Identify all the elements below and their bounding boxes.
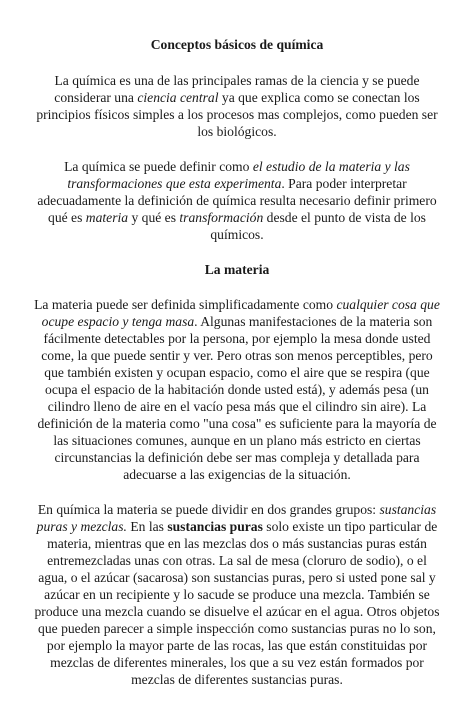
- text-run: mezclas de diferentes sustancias puras.: [131, 672, 343, 687]
- text-line: [20, 603, 454, 620]
- text-run: mezclas de diferentes minerales, los que a su vez están formados por: [50, 655, 424, 670]
- text-line: [20, 192, 454, 209]
- text-run: La química se puede definir como: [64, 159, 253, 174]
- document-title: Conceptos básicos de química: [150, 37, 324, 52]
- text-run: considerar una: [54, 90, 138, 105]
- text-run: que pueden parecer a simple inspección como sustancias puras no lo son,: [38, 621, 436, 636]
- text-run: azúcar en un recipiente y lo sacude se produce una mezcla. También se: [44, 587, 430, 602]
- text-run: principios físicos simples a los procesos mas complejos, como pueden ser: [36, 107, 438, 122]
- text-run: y qué es: [128, 210, 180, 225]
- text-run: los biológicos.: [197, 124, 277, 139]
- text-line: [20, 415, 454, 432]
- text-line: [20, 364, 454, 381]
- text-run: qué es: [48, 210, 86, 225]
- text-run: cualquier cosa que: [336, 297, 440, 312]
- text-line: [20, 637, 454, 654]
- text-run: desde el punto de vista de los: [263, 210, 426, 225]
- text-line: [20, 330, 454, 347]
- text-line: [20, 620, 454, 637]
- text-line: [20, 466, 454, 483]
- text-run: puras y mezclas.: [36, 519, 127, 534]
- text-run: ocupe espacio y tenga masa: [41, 314, 195, 329]
- text-run: . Para poder interpretar: [281, 176, 407, 191]
- text-run: químicos.: [210, 227, 264, 242]
- text-run: las situaciones comunes, aunque en un plano más estricto en ciertas: [53, 433, 421, 448]
- text-line: [20, 398, 454, 415]
- text-run: La materia puede ser definida simplificadamente como: [34, 297, 337, 312]
- text-line: [20, 449, 454, 466]
- paragraph-definition: [20, 158, 454, 243]
- text-run: transformaciones que esta experimenta: [67, 176, 282, 191]
- paragraph-intro: [20, 72, 454, 140]
- text-line: [20, 226, 454, 243]
- section-heading: La materia: [204, 262, 270, 277]
- text-run: definición de la materia como "una cosa" es suficiente para la mayoría de: [37, 416, 437, 431]
- text-run: La química es una de las principales ramas de la ciencia y se puede: [54, 73, 420, 88]
- text-run: produce una mezcla cuando se disuelve el azúcar en el agua. Otros objetos: [34, 604, 440, 619]
- text-run: solo existe un tipo particular de: [262, 519, 438, 534]
- text-run: ya que explica como se conectan los: [218, 90, 420, 105]
- text-run: . Algunas manifestaciones de la materia son: [194, 314, 433, 329]
- text-line: [20, 89, 454, 106]
- paragraph-materia: [20, 296, 454, 483]
- text-run: que también existen y ocupan espacio, como el aire que se respira (que: [44, 365, 430, 380]
- text-line: [20, 432, 454, 449]
- text-line: [20, 123, 454, 140]
- text-line: [20, 654, 454, 671]
- text-run: materia, mientras que en las mezclas dos o más sustancias puras están: [47, 536, 427, 551]
- text-line: [20, 501, 454, 518]
- text-line: [20, 518, 454, 535]
- text-run: fácilmente detectables por la persona, por ejemplo la mesa donde usted: [43, 331, 431, 346]
- text-line: [20, 106, 454, 123]
- text-line: [20, 586, 454, 603]
- text-line: [20, 158, 454, 175]
- text-run: En química la materia se puede dividir en dos grandes grupos:: [37, 502, 380, 517]
- text-line: [20, 381, 454, 398]
- text-line: [20, 552, 454, 569]
- text-run: circunstancias la definición debe ser mas compleja y detallada para: [54, 450, 420, 465]
- text-line: [20, 535, 454, 552]
- text-line: [20, 296, 454, 313]
- text-run: entremezcladas unas con otras. La sal de mesa (cloruro de sodio), o el: [47, 553, 427, 568]
- text-run: el estudio de la materia y las: [252, 159, 410, 174]
- text-run: ocupa el espacio de la habitación donde usted está), y además pesa (un: [45, 382, 429, 397]
- text-run: por ejemplo la mayor parte de las rocas, las que están constituidas por: [46, 638, 428, 653]
- text-run: sustancias: [379, 502, 437, 517]
- text-run: adecuarse a las exigencias de la situación.: [123, 467, 351, 482]
- text-run: En las: [126, 519, 168, 534]
- text-run: transformación: [179, 210, 264, 225]
- text-line: [20, 72, 454, 89]
- paragraph-sustancias: [20, 501, 454, 688]
- text-run: materia: [85, 210, 129, 225]
- text-line: [20, 347, 454, 364]
- document-page: [20, 36, 454, 706]
- text-run: cilindro lleno de aire en el vacío pesa más que el cilindro sin aire). La: [47, 399, 427, 414]
- text-line: [20, 175, 454, 192]
- text-run: ciencia central: [137, 90, 219, 105]
- text-run: come, la que puede sentir y ver. Pero otras son menos perceptibles, pero: [41, 348, 433, 363]
- text-line: [20, 569, 454, 586]
- text-line: [20, 671, 454, 688]
- text-line: [20, 313, 454, 330]
- text-run: adecuadamente la definición de química resulta necesario definir primero: [37, 193, 437, 208]
- text-line: [20, 209, 454, 226]
- text-run: agua, o el azúcar (sacarosa) son sustancias puras, pero si usted pone sal y: [38, 570, 436, 585]
- text-run: sustancias puras: [167, 519, 263, 534]
